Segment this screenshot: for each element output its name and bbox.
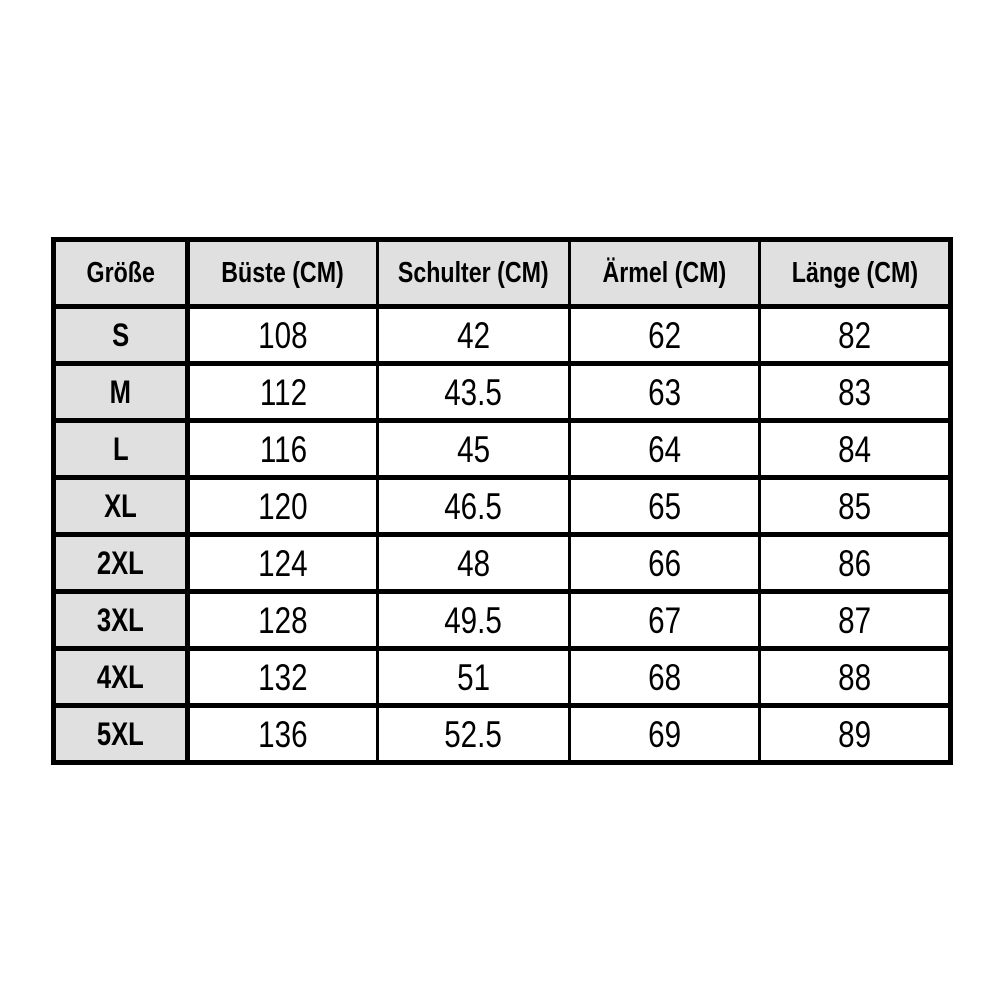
value-cell: [760, 535, 951, 592]
value-cell: [760, 307, 951, 364]
table-row-2xl: [54, 535, 951, 592]
header-label: Größe: [86, 256, 155, 289]
size-label: L: [112, 431, 129, 467]
value-cell: [188, 364, 378, 421]
value: 88: [838, 656, 871, 698]
size-label: XL: [104, 488, 137, 524]
value: 64: [648, 428, 681, 470]
size-label-cell: [54, 478, 188, 535]
value-cell: [378, 706, 570, 763]
value-cell: [188, 421, 378, 478]
value: 85: [838, 485, 871, 527]
value: 63: [648, 371, 681, 413]
value-cell: [760, 421, 951, 478]
value: 52.5: [444, 713, 503, 755]
value-cell: [378, 364, 570, 421]
value-cell: [378, 592, 570, 649]
value-cell: [378, 649, 570, 706]
header-row: [54, 240, 951, 307]
value-cell: [570, 592, 760, 649]
value: 124: [258, 542, 308, 584]
value: 67: [648, 599, 681, 641]
size-chart-table: [51, 237, 953, 765]
value-cell: [760, 478, 951, 535]
header-label: Ärmel (CM): [602, 256, 727, 289]
size-label: 5XL: [97, 716, 144, 752]
size-label-cell: [54, 421, 188, 478]
value-cell: [570, 307, 760, 364]
value: 128: [258, 599, 308, 641]
value-cell: [188, 592, 378, 649]
value-cell: [378, 478, 570, 535]
value-cell: [188, 307, 378, 364]
value: 112: [259, 371, 307, 413]
value: 136: [258, 713, 308, 755]
value-cell: [188, 649, 378, 706]
value: 84: [838, 428, 871, 470]
value: 42: [457, 314, 490, 356]
value: 116: [259, 428, 307, 470]
table-row-l: [54, 421, 951, 478]
header-label: Büste (CM): [221, 256, 345, 289]
table-row-s: [54, 307, 951, 364]
value-cell: [760, 649, 951, 706]
size-label: S: [111, 317, 130, 353]
value-cell: [188, 706, 378, 763]
size-label-cell: [54, 364, 188, 421]
header-label: Schulter (CM): [398, 256, 549, 289]
value: 62: [648, 314, 681, 356]
value: 86: [838, 542, 871, 584]
value-cell: [760, 706, 951, 763]
size-label: 4XL: [97, 659, 144, 695]
value: 43.5: [444, 371, 503, 413]
header-cell-groesse: [54, 240, 188, 307]
value: 49.5: [444, 599, 503, 641]
size-label-cell: [54, 535, 188, 592]
value: 46.5: [444, 485, 503, 527]
size-label-cell: [54, 706, 188, 763]
size-label-cell: [54, 592, 188, 649]
table-row-m: [54, 364, 951, 421]
value-cell: [570, 649, 760, 706]
value: 83: [838, 371, 871, 413]
value: 66: [648, 542, 681, 584]
header-cell-laenge: [760, 240, 951, 307]
value-cell: [188, 478, 378, 535]
value: 132: [258, 656, 308, 698]
size-label: 3XL: [97, 602, 144, 638]
value-cell: [188, 535, 378, 592]
value-cell: [378, 421, 570, 478]
value: 51: [457, 656, 490, 698]
value: 89: [838, 713, 871, 755]
value-cell: [570, 535, 760, 592]
value-cell: [570, 478, 760, 535]
table-row-5xl: [54, 706, 951, 763]
size-label-cell: [54, 649, 188, 706]
header-cell-schulter: [378, 240, 570, 307]
header-cell-aermel: [570, 240, 760, 307]
size-label: M: [109, 374, 132, 410]
value-cell: [760, 592, 951, 649]
value-cell: [570, 421, 760, 478]
value: 82: [838, 314, 871, 356]
value: 65: [648, 485, 681, 527]
table-row-4xl: [54, 649, 951, 706]
size-label: 2XL: [97, 545, 144, 581]
value: 69: [648, 713, 681, 755]
value: 87: [838, 599, 871, 641]
table-row-3xl: [54, 592, 951, 649]
size-chart: [51, 237, 953, 765]
value-cell: [570, 706, 760, 763]
value: 68: [648, 656, 681, 698]
header-label: Länge (CM): [791, 256, 918, 289]
size-label-cell: [54, 307, 188, 364]
value-cell: [378, 307, 570, 364]
value-cell: [570, 364, 760, 421]
value: 108: [258, 314, 308, 356]
value: 120: [258, 485, 308, 527]
table-row-xl: [54, 478, 951, 535]
value: 48: [457, 542, 490, 584]
value-cell: [760, 364, 951, 421]
header-cell-bueste: [188, 240, 378, 307]
value-cell: [378, 535, 570, 592]
value: 45: [457, 428, 490, 470]
